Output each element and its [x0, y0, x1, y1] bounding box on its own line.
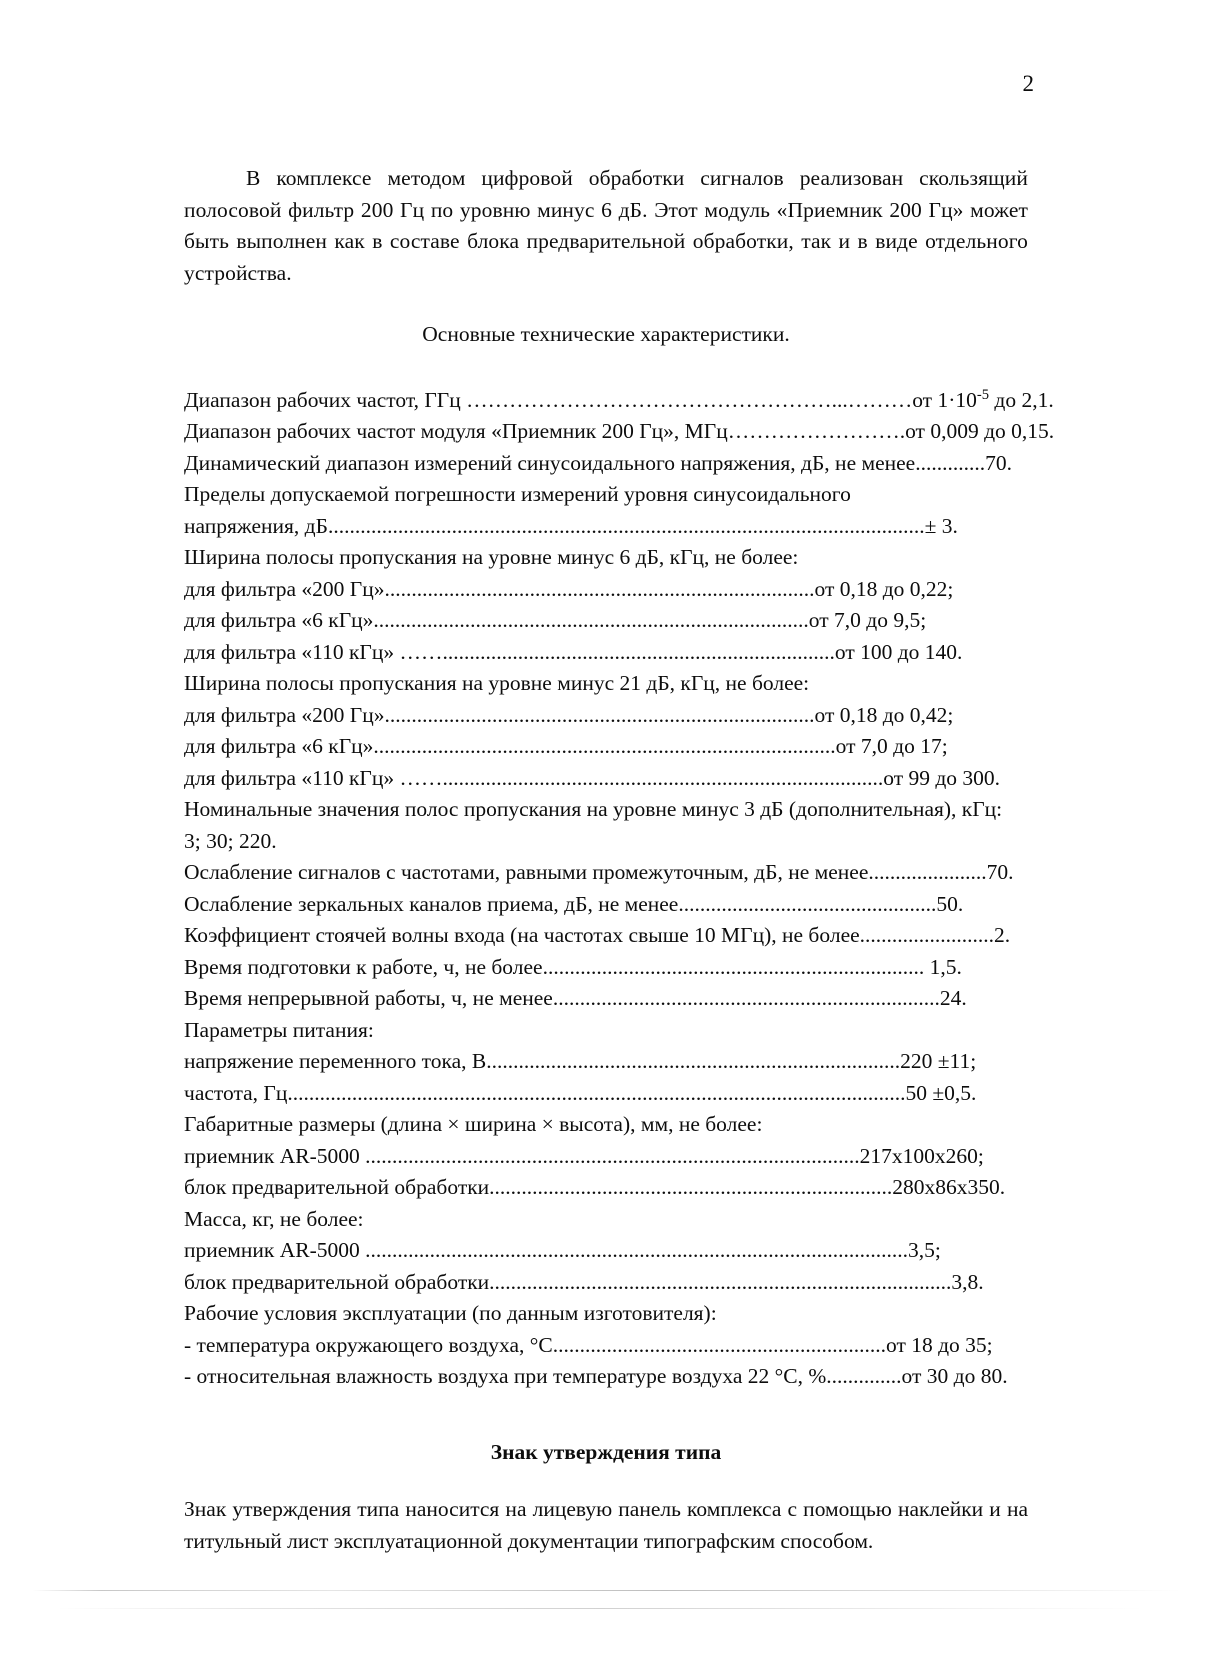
spec-label: напряжения, дБ — [184, 513, 328, 538]
spec-label: приемник AR-5000 — [184, 1143, 366, 1168]
spec-leader-dots: ...................... — [868, 860, 987, 884]
spec-leader-dots: ............................................................................. — [486, 1049, 901, 1073]
spec-label: для фильтра «200 Гц» — [184, 702, 385, 727]
spec-value: от 0,18 до 0,42; — [814, 702, 954, 727]
spec-leader-dots: ........................................................................ — [552, 986, 940, 1010]
spec-leader-dots: ........................................................................... — [489, 1175, 893, 1199]
spec-value: от 0,009 до 0,15. — [905, 419, 1055, 443]
spec-label: приемник AR-5000 — [184, 1238, 366, 1262]
spec-line — [184, 1141, 1028, 1173]
spec-value: 24. — [939, 986, 967, 1010]
spec-line — [184, 952, 1028, 984]
spec-leader-dots: ................................................................................. — [373, 608, 809, 632]
spec-label: Диапазон рабочих частот, ГГц — [184, 387, 467, 412]
spec-label: Ослабление сигналов с частотами, равными промежуточным, дБ, не менее — [184, 860, 869, 884]
spec-label: для фильтра «6 кГц» — [184, 608, 374, 632]
spec-label: блок предварительной обработки — [184, 1175, 490, 1199]
spec-value-exponent: -5 — [976, 386, 990, 403]
spec-text-line: Пределы допускаемой погрешности измерений уровня синусоидального — [184, 482, 851, 506]
spec-leader-dots: .............................................................. — [552, 1332, 886, 1357]
spec-line — [184, 983, 1028, 1015]
spec-text-line: Масса, кг, не более: — [184, 1206, 364, 1231]
spec-line — [184, 385, 1054, 417]
spec-value — [912, 388, 1054, 412]
spec-leader-dots: ……………………………………………...……… — [466, 387, 913, 412]
spec-label: для фильтра «200 Гц» — [184, 576, 385, 601]
spec-value: 1,5. — [924, 954, 962, 979]
scan-edge-artifact — [32, 1590, 1182, 1591]
spec-text-line: Ширина полосы пропускания на уровне минус 21 дБ, кГц, не более: — [184, 671, 810, 695]
spec-value: 3,8. — [951, 1269, 984, 1294]
approval-heading: Знак утверждения типа — [490, 1439, 722, 1464]
spec-value: от 30 до 80. — [901, 1364, 1008, 1388]
spec-leader-dots: ............. — [915, 450, 986, 475]
spec-value: 70. — [986, 860, 1014, 884]
spec-line — [184, 700, 1028, 732]
spec-label: частота, Гц — [184, 1080, 288, 1105]
spec-value: от 7,0 до 17; — [835, 734, 948, 758]
spec-value: от 18 до 35; — [885, 1332, 993, 1357]
spec-label: для фильтра «110 кГц» — [184, 765, 400, 790]
spec-line — [184, 889, 1028, 921]
spec-line — [184, 731, 1028, 763]
spec-line — [184, 1235, 1028, 1267]
spec-line — [184, 763, 1028, 795]
page-content — [184, 163, 1055, 1557]
spec-line — [184, 574, 1028, 606]
spec-value: от 99 до 300. — [883, 765, 1001, 790]
spec-line — [184, 1172, 1028, 1204]
spec-text-line: Номинальные значения полос пропускания на уровне минус 3 дБ (дополнительная), кГц: — [184, 797, 1003, 821]
spec-leader-dots: ............................................................................................ — [365, 1143, 860, 1168]
spec-label: - температура окружающего воздуха, °С — [184, 1332, 553, 1357]
spec-value: 2. — [994, 923, 1011, 947]
spec-line — [184, 637, 1028, 669]
spec-label: Время непрерывной работы, ч, не менее — [184, 986, 553, 1010]
spec-line — [184, 416, 1055, 448]
spec-value: 220 ±11; — [900, 1049, 977, 1073]
spec-leader-dots: ……......................................................................... — [399, 639, 835, 664]
spec-value-prefix: от 1·10 — [912, 387, 977, 412]
spec-label: напряжение переменного тока, В — [184, 1049, 487, 1073]
spec-leader-dots: ................................................................................ — [384, 576, 815, 601]
intro-paragraph: В комплексе методом цифровой обработки сигналов реализован скользящий полосовой фильтр 200 Гц по уровню минус 6 дБ. Этот модуль «Приемник 200 Гц» может быть выполнен как в составе блока предварительной обработки, так и в виде отдельного устройства. — [184, 166, 1028, 285]
spec-line — [184, 448, 1028, 480]
spec-text-line: Ширина полосы пропускания на уровне минус 6 дБ, кГц, не более: — [184, 545, 799, 569]
spec-label: Динамический диапазон измерений синусоидального напряжения, дБ, не менее — [184, 450, 916, 475]
spec-leader-dots: ...................................................................................... — [373, 734, 836, 758]
spec-line — [184, 1330, 1028, 1362]
spec-line — [184, 1046, 1028, 1078]
spec-label: для фильтра «6 кГц» — [184, 734, 374, 758]
spec-value: от 7,0 до 9,5; — [808, 608, 927, 632]
spec-label: для фильтра «110 кГц» — [184, 639, 400, 664]
spec-text-line: Габаритные размеры (длина × ширина × высота), мм, не более: — [184, 1112, 763, 1136]
spec-line — [184, 857, 1028, 889]
spec-value: 50 ±0,5. — [905, 1080, 977, 1105]
spec-text-line: 3; 30; 220. — [184, 828, 277, 853]
spec-label: - относительная влажность воздуха при температуре воздуха 22 °С, % — [184, 1364, 827, 1388]
spec-value: 50. — [936, 891, 964, 916]
spec-line — [184, 920, 1028, 952]
spec-text-line: Параметры питания: — [184, 1017, 374, 1042]
spec-value-suffix: до 2,1. — [989, 387, 1054, 412]
spec-value: 3,5; — [908, 1238, 941, 1262]
spec-label: Диапазон рабочих частот модуля «Приемник 200 Гц», МГц — [184, 419, 728, 443]
page-number: 2 — [1022, 71, 1034, 96]
spec-leader-dots: …….................................................................................. — [399, 765, 884, 790]
spec-leader-dots: ................................................................................ — [384, 702, 815, 727]
spec-label: Время подготовки к работе, ч, не более — [184, 954, 543, 979]
spec-line — [184, 1078, 1028, 1110]
spec-leader-dots: ............................................................................................................... — [327, 513, 925, 538]
scan-edge-artifact-secondary — [56, 1608, 1146, 1609]
spec-line — [184, 605, 1028, 637]
spec-leader-dots: ......................... — [859, 923, 995, 947]
section-heading: Основные технические характеристики. — [422, 322, 790, 346]
spec-value: 217x100x260; — [859, 1143, 984, 1168]
spec-leader-dots: .............. — [826, 1364, 902, 1388]
spec-leader-dots: ……………………. — [727, 419, 906, 443]
spec-label: Коэффициент стоячей волны входа (на частотах свыше 10 МГц), не более — [184, 923, 860, 947]
spec-line — [184, 511, 1028, 543]
spec-label: блок предварительной обработки — [184, 1269, 490, 1294]
approval-paragraph: Знак утверждения типа наносится на лицевую панель комплекса с помощью наклейки и на титульный лист эксплуатационной документации типографским способом. — [184, 1497, 1028, 1553]
spec-leader-dots: ..................................................................................................... — [365, 1238, 909, 1262]
spec-leader-dots: ................................................ — [678, 891, 937, 916]
spec-value: от 0,18 до 0,22; — [814, 576, 954, 601]
spec-line — [184, 1267, 1028, 1299]
spec-value: ± 3. — [924, 513, 958, 538]
spec-value: 280x86x350. — [892, 1175, 1006, 1199]
spec-value: 70. — [985, 450, 1012, 475]
spec-line — [184, 1361, 1028, 1393]
spec-text-line: Рабочие условия эксплуатации (по данным изготовителя): — [184, 1301, 717, 1325]
spec-leader-dots: ...................................................................................... — [489, 1269, 952, 1294]
specifications-list — [184, 385, 1055, 1393]
spec-value: от 100 до 140. — [834, 639, 963, 664]
spec-leader-dots: ....................................................................... — [542, 954, 925, 979]
spec-leader-dots: ................................................................................................................... — [287, 1080, 906, 1105]
spec-label: Ослабление зеркальных каналов приема, дБ, не менее — [184, 891, 679, 916]
